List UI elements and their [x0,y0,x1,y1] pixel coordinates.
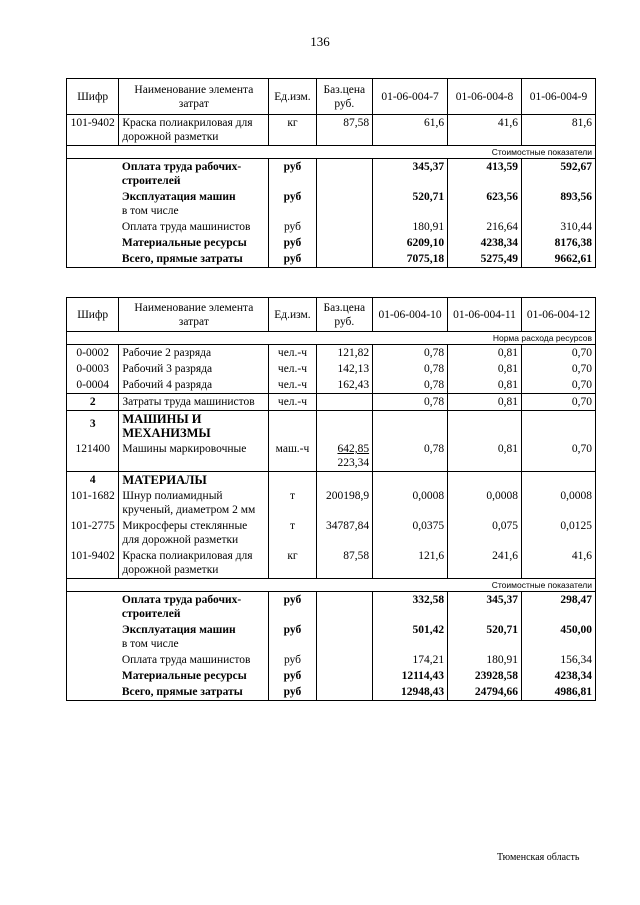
row-value-3: 0,70 [522,441,596,472]
row-value-1: 0,78 [373,377,448,394]
summary-row [67,251,596,268]
summary-row [67,159,596,190]
row-name: Рабочий 3 разряда [119,361,269,377]
row-value-3: 0,70 [522,377,596,394]
summary-value-1: 7075,18 [373,251,448,268]
summary-value-3: 298,47 [522,592,596,623]
table-header-row [67,79,596,115]
row-unit: чел.-ч [269,394,316,411]
table-row [67,394,596,411]
summary-row [67,219,596,235]
summary-subtitle: в том числе [121,205,179,217]
row-value-2: 0,0008 [448,488,522,518]
summary-subtitle: в том числе [121,638,179,650]
row-value-3: 0,70 [522,394,596,411]
summary-unit: руб [269,251,316,268]
row-code: 101-9402 [67,548,119,579]
row-value-2: 0,81 [448,377,522,394]
summary-unit: руб [269,652,316,668]
table-row [67,377,596,394]
row-value-1: 61,6 [373,115,448,146]
summary-value-2: 23928,58 [448,668,522,684]
row-value-1: 0,78 [373,345,448,362]
row-value-1: 121,6 [373,548,448,579]
row-unit: кг [269,548,316,579]
summary-unit: руб [269,592,316,623]
row-unit: чел.-ч [269,361,316,377]
table-row [67,115,596,146]
row-value-2: 0,81 [448,345,522,362]
table-row [67,548,596,579]
summary-value-3: 893,56 [522,189,596,219]
row-value-1: 0,78 [373,394,448,411]
summary-value-3: 9662,61 [522,251,596,268]
estimate-table-2 [66,297,596,701]
row-value-3: 0,70 [522,345,596,362]
section-title: МАШИНЫ И МЕХАНИЗМЫ [119,411,269,442]
summary-row [67,235,596,251]
summary-value-2: 623,56 [448,189,522,219]
row-value-3: 0,0125 [522,518,596,548]
estimate-table-1 [66,78,596,268]
row-unit: маш.-ч [269,441,316,472]
summary-name: Всего, прямые затраты [119,684,269,701]
summary-unit: руб [269,684,316,701]
table-row [67,345,596,362]
row-code: 101-1682 [67,488,119,518]
header-base-price: Баз.цена руб. [316,79,372,115]
table-row [67,488,596,518]
cost-indicators-caption: Стоимостные показатели [67,579,596,592]
row-base-price: 34787,84 [316,518,372,548]
summary-value-2: 345,37 [448,592,522,623]
row-base-price-2: 223,34 [337,457,370,469]
header-col-2: 01-06-004-8 [448,79,522,115]
row-value-3: 41,6 [522,548,596,579]
summary-row [67,684,596,701]
summary-value-2: 216,64 [448,219,522,235]
table-header-row [67,298,596,332]
summary-value-1: 501,42 [373,622,448,652]
summary-value-2: 24794,66 [448,684,522,701]
row-value-3: 0,0008 [522,488,596,518]
row-name: Рабочие 2 разряда [119,345,269,362]
summary-name: Материальные ресурсы [121,670,247,682]
summary-value-3: 8176,38 [522,235,596,251]
row-base-price: 87,58 [316,548,372,579]
summary-value-3: 310,44 [522,219,596,235]
summary-unit: руб [269,189,316,219]
row-code: 121400 [67,441,119,472]
header-code: Шифр [67,79,119,115]
header-unit: Ед.изм. [269,298,316,332]
summary-unit: руб [269,235,316,251]
row-value-1: 0,0375 [373,518,448,548]
row-value-1: 0,78 [373,441,448,472]
summary-value-1: 520,71 [373,189,448,219]
summary-name: Эксплуатация машин [121,191,236,203]
caption-row [67,332,596,345]
row-code: 0-0002 [67,345,119,362]
summary-name: Оплата труда машинистов [121,221,251,233]
summary-value-2: 180,91 [448,652,522,668]
row-code: 101-2775 [67,518,119,548]
row-base-price: 642,85 [337,443,370,455]
row-value-3: 0,70 [522,361,596,377]
table-row [67,518,596,548]
summary-name: Эксплуатация машин [121,624,236,636]
summary-row [67,622,596,652]
row-code: 0-0004 [67,377,119,394]
row-code: 2 [67,394,119,411]
cost-indicators-caption: Стоимостные показатели [67,146,596,159]
row-base-price: 200198,9 [316,488,372,518]
table-row [67,441,596,472]
header-unit: Ед.изм. [269,79,316,115]
row-base-price: 162,43 [316,377,372,394]
summary-value-3: 4986,81 [522,684,596,701]
row-unit: т [269,488,316,518]
resource-norm-caption: Норма расхода ресурсов [67,332,596,345]
section-code: 4 [67,472,119,489]
summary-row [67,668,596,684]
row-code: 0-0003 [67,361,119,377]
row-unit: чел.-ч [269,345,316,362]
header-col-2: 01-06-004-11 [448,298,522,332]
row-base-price: 142,13 [316,361,372,377]
row-unit: кг [269,115,316,146]
row-value-2: 41,6 [448,115,522,146]
row-name: Микросферы стеклянные для дорожной разметки [119,518,269,548]
row-unit: чел.-ч [269,377,316,394]
row-value-1: 0,78 [373,361,448,377]
footer-region: Тюменская область [497,852,580,863]
summary-value-3: 450,00 [522,622,596,652]
row-value-1: 0,0008 [373,488,448,518]
row-value-3: 81,6 [522,115,596,146]
section-row [67,411,596,442]
summary-value-2: 520,71 [448,622,522,652]
summary-value-1: 174,21 [373,652,448,668]
page-number: 136 [310,34,330,49]
summary-name: Оплата труда машинистов [121,654,251,666]
summary-unit: руб [269,159,316,190]
summary-name: Оплата труда рабочих-строителей [119,592,269,623]
summary-unit: руб [269,219,316,235]
row-value-2: 0,81 [448,441,522,472]
summary-value-1: 345,37 [373,159,448,190]
row-base-price: 87,58 [316,115,372,146]
header-col-1: 01-06-004-10 [373,298,448,332]
summary-row [67,652,596,668]
row-unit: т [269,518,316,548]
header-col-3: 01-06-004-9 [522,79,596,115]
summary-unit: руб [269,622,316,652]
caption-row [67,146,596,159]
section-row [67,472,596,489]
table-row [67,361,596,377]
row-name: Машины маркировочные [119,441,269,472]
section-title: МАТЕРИАЛЫ [119,472,269,489]
row-value-2: 0,81 [448,361,522,377]
row-value-2: 0,81 [448,394,522,411]
row-name: Шнур полиамидный крученый, диаметром 2 мм [119,488,269,518]
header-col-1: 01-06-004-7 [373,79,448,115]
summary-value-2: 5275,49 [448,251,522,268]
summary-unit: руб [269,668,316,684]
summary-value-3: 156,34 [522,652,596,668]
header-col-3: 01-06-004-12 [522,298,596,332]
summary-row [67,189,596,219]
summary-value-1: 6209,10 [373,235,448,251]
row-value-2: 241,6 [448,548,522,579]
row-name: Краска полиакриловая для дорожной разметки [119,115,269,146]
summary-value-3: 592,67 [522,159,596,190]
row-name: Затраты труда машинистов [119,394,269,411]
row-name: Краска полиакриловая для дорожной разметки [119,548,269,579]
row-base-price: 121,82 [316,345,372,362]
header-base-price: Баз.цена руб. [316,298,372,332]
row-name: Рабочий 4 разряда [119,377,269,394]
summary-value-3: 4238,34 [522,668,596,684]
header-code: Шифр [67,298,119,332]
header-name: Наименование элемента затрат [119,79,269,115]
summary-name: Оплата труда рабочих-строителей [119,159,269,190]
header-name: Наименование элемента затрат [119,298,269,332]
caption-row [67,579,596,592]
summary-name: Всего, прямые затраты [119,251,269,268]
summary-value-1: 12948,43 [373,684,448,701]
section-code: 3 [67,411,119,442]
row-value-2: 0,075 [448,518,522,548]
summary-row [67,592,596,623]
row-code: 101-9402 [67,115,119,146]
summary-name: Материальные ресурсы [121,237,247,249]
summary-value-2: 4238,34 [448,235,522,251]
summary-value-1: 332,58 [373,592,448,623]
summary-value-2: 413,59 [448,159,522,190]
summary-value-1: 12114,43 [373,668,448,684]
summary-value-1: 180,91 [373,219,448,235]
